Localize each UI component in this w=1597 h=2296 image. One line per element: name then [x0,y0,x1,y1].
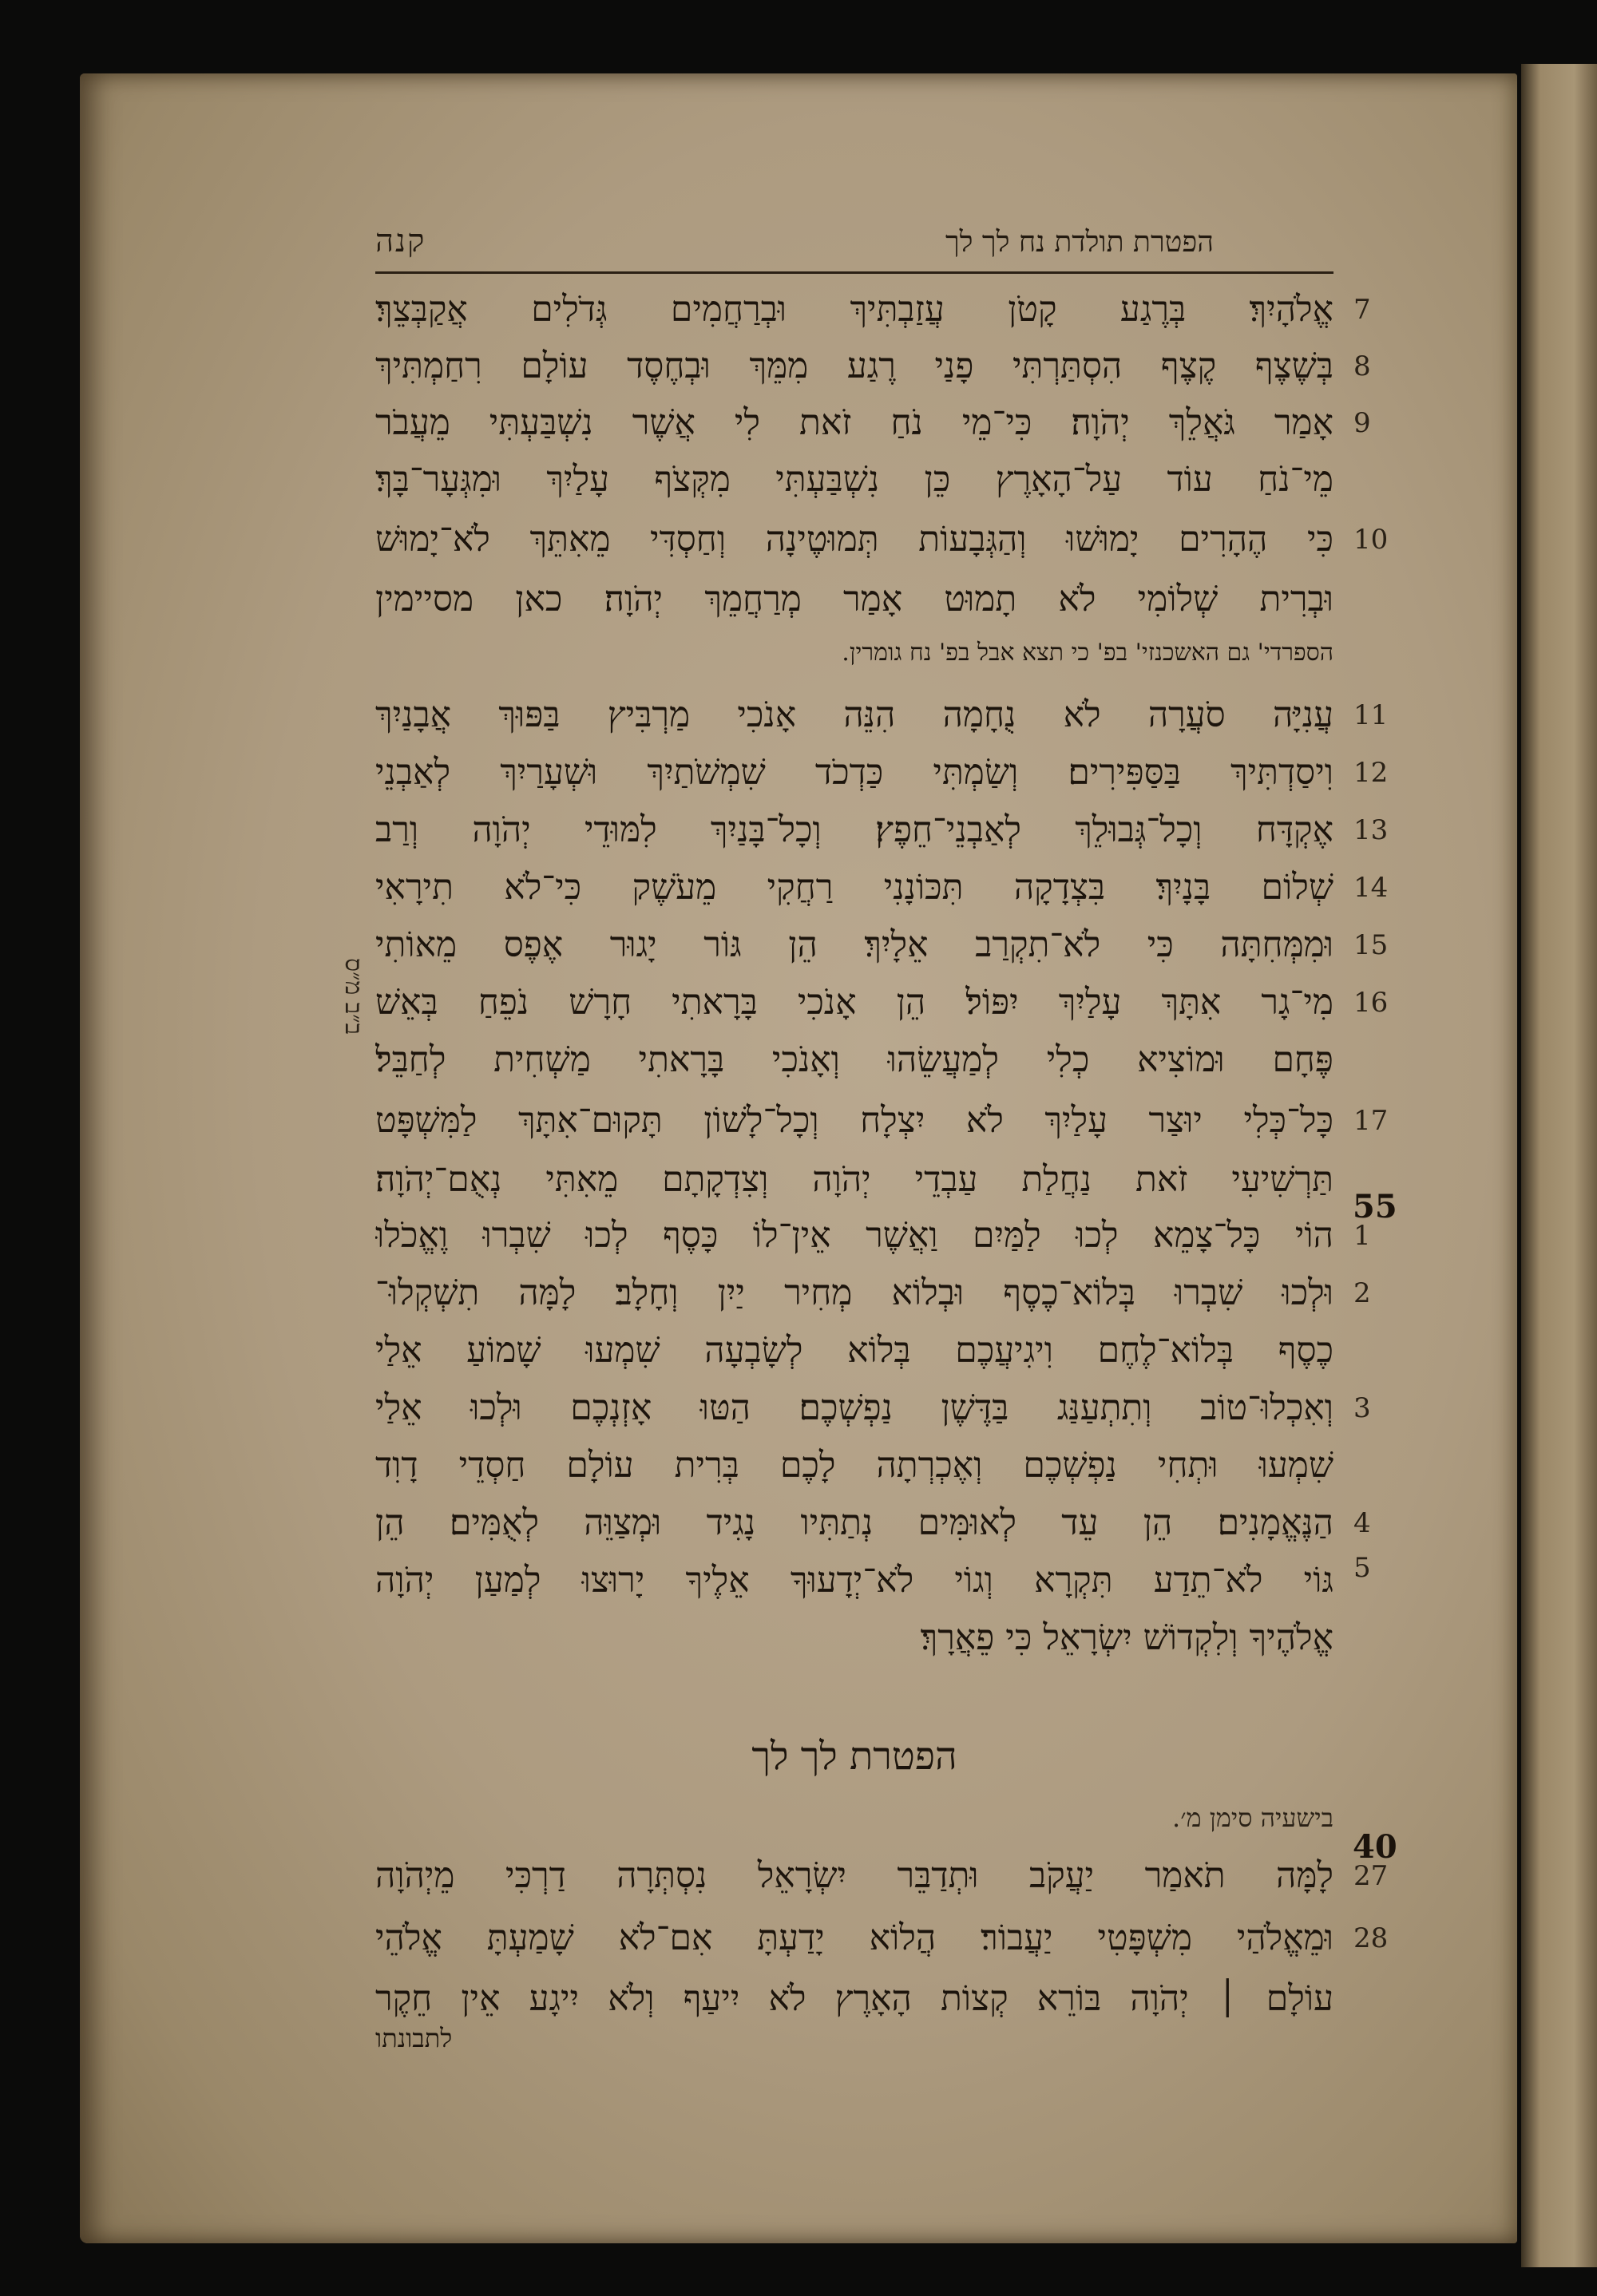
text-line: וּלְכוּ שִׁבְרוּ בְּלוֹא־כֶסֶף וּבְלוֹא מְחִיר יַיִן וְחָלָב׃ לָמָּה תִשְׁקְלוּ־ [375,1273,1333,1313]
margin-note: ב״ב מ״ס [339,958,367,1035]
verse-number: 3 [1353,1392,1371,1424]
text-line: וְאִכְלוּ־טוֹב וְתִתְעַנַּג בַּדֶּשֶׁן נַפְשְׁכֶם׃ הַטּוּ אָזְנְכֶם וּלְכוּ אֵלַי [375,1387,1333,1428]
text-line: פֶּחָם וּמוֹצִיא כְלִי לְמַעֲשֵׂהוּ וְאָנֹכִי בָּרָאתִי מַשְׁחִית לְחַבֵּל׃ [375,1039,1333,1080]
chapter-marker-55: 55 [1353,1188,1397,1225]
verse-number: 28 [1353,1922,1389,1954]
verse-number: 4 [1353,1507,1371,1539]
text-line: וּבְרִית שְׁלוֹמִי לֹא תָמוּט אָמַר מְרַחֲמֵךְ יְהֹוָה׃ כאן מסיימין [375,579,1333,620]
text-line: מֵי־נֹחַ עוֹד עַל־הָאָרֶץ כֵּן נִשְׁבַּעְתִּי מִקְּצֹף עָלַיִךְ וּמִגְּעָר־בָּךְ׃ [375,459,1333,500]
text-line: וּמִמְּחִתָּה כִּי לֹא־תִקְרַב אֵלָיִךְ׃ הֵן גּוֹר יָגוּר אֶפֶס מֵאוֹתִי [375,924,1333,965]
text-line: אֶקְדָּח וְכָל־גְּבוּלֵךְ לְאַבְנֵי־חֵפֶץ׃ וְכָל־בָּנַיִךְ לִמּוּדֵי יְהֹוָה וְרַב [375,810,1333,850]
text-line: שִׁמְעוּ וּתְחִי נַפְשְׁכֶם וְאֶכְרְתָה לָכֶם בְּרִית עוֹלָם חַסְדֵי דָוִד [375,1445,1333,1486]
text-line: הַנֶּאֱמָנִים׃ הֵן עֵד לְאוּמִּים נְתַתִּיו נָגִיד וּמְצַוֵּה לְאֻמִּים׃ הֵן [375,1502,1333,1543]
text-line: לָמָּה תֹאמַר יַעֲקֹב וּתְדַבֵּר יִשְׂרָאֵל נִסְתְּרָה דַרְכִּי מֵיְהֹוָה [375,1855,1333,1896]
text-line: עוֹלָם ׀ יְהֹוָה בּוֹרֵא קְצוֹת הָאָרֶץ לֹא יִיעַף וְלֹא יִיגָע אֵין חֵקֶר [375,1978,1333,2019]
text-line: אָמַר גֹּאֲלֵךְ יְהֹוָה׃ כִּי־מֵי נֹחַ זֹאת לִי אֲשֶׁר נִשְׁבַּעְתִּי מֵעֲבֹר [375,402,1333,443]
page-number: קנה [375,223,426,259]
text-line: גּוֹי לֹא־תֵדַע תִּקְרָא וְגוֹי לֹא־יְדָעוּךָ אֵלֶיךָ יָרוּצוּ לְמַעַן יְהֹוָה [375,1560,1333,1601]
text-line: כֶסֶף בְּלוֹא־לֶחֶם וִיגִיעֲכֶם בְּלוֹא לְשָׂבְעָה שִׁמְעוּ שָׁמוֹעַ אֵלַי [375,1330,1333,1371]
text-line: עֲנִיָּה סֹעֲרָה לֹא נֻחָמָה הִנֵּה אָנֹכִי מַרְבִּיץ בַּפּוּךְ אֲבָנַיִךְ [375,695,1333,735]
text-line: אֱלֹהָיִךְ׃ בְּרֶגַע קָטֹן עֲזַבְתִּיךְ וּבְרַחֲמִים גְּדֹלִים אֲקַבְּצֵךְ׃ [375,289,1333,330]
verse-number: 8 [1353,350,1371,382]
verse-number: 1 [1353,1220,1371,1252]
section-title: הפטרת לך לך [751,1734,957,1779]
text-line: הוֹי כָּל־צָמֵא לְכוּ לַמַּיִם וַאֲשֶׁר אֵין־לוֹ כָּסֶף לְכוּ שִׁבְרוּ וֶאֱכֹלוּ [375,1215,1333,1256]
catchword: לתבונתו [375,2023,453,2053]
verse-number: 11 [1353,699,1389,731]
header-title: הפטרת תולדת נח לך לך [945,226,1214,259]
verse-number-5: 5 [1353,1552,1371,1584]
verse-number: 15 [1353,929,1389,961]
text-line: אֱלֹהֶיךָ וְלִקְדוֹשׁ יִשְׂרָאֵל כִּי פֵאֲרָךְ׃ [920,1617,1333,1658]
verse-number: 7 [1353,294,1371,326]
text-line: וִיסַדְתִּיךְ בַּסַּפִּירִים׃ וְשַׂמְתִּי כַּדְכֹד שִׁמְשֹׁתַיִךְ וּשְׁעָרַיִךְ לְאַבְנֵי [375,752,1333,793]
running-header [375,225,1333,273]
verse-number: 2 [1353,1277,1371,1309]
verse-number: 27 [1353,1860,1389,1892]
text-line: מִי־גָר אִתָּךְ עָלַיִךְ יִפּוֹל׃ הֵן אָנֹכִי בָּרָאתִי חָרָשׁ נֹפֵחַ בְּאֵשׁ [375,982,1333,1023]
verse-number: 12 [1353,757,1389,789]
facing-page-edge [1521,64,1597,2267]
chapter-marker-40: 40 [1353,1828,1397,1866]
text-line: בְּשֶׁצֶף קֶצֶף הִסְתַּרְתִּי פָנַי רֶגַע מִמֵּךְ וּבְחֶסֶד עוֹלָם רִחַמְתִּיךְ [375,346,1333,386]
text-line: שְׁלוֹם בָּנָיִךְ׃ בִּצְדָקָה תִּכּוֹנָנִי רַחֲקִי מֵעֹשֶׁק כִּי־לֹא תִירָאִי [375,867,1333,908]
text-line: וּמֵאֱלֹהַי מִשְׁפָּטִי יַעֲבוֹר׃ הֲלוֹא יָדַעְתָּ אִם־לֹא שָׁמַעְתָּ אֱלֹהֵי [375,1918,1333,1958]
verse-number: 16 [1353,987,1389,1019]
text-line: כִּי הֶהָרִים יָמוּשׁוּ וְהַגְּבָעוֹת תְּמוּטֶינָה וְחַסְדִּי מֵאִתֵּךְ לֹא־יָמוּשׁ [375,519,1333,560]
text-line: הספרדי' גם האשכנזי' בפ' כי תצא אבל בפ' נח גומרין. [842,639,1333,667]
text-line: תַּרְשִׁיעִי זֹאת נַחֲלַת עַבְדֵי יְהֹוָה וְצִדְקָתָם מֵאִתִּי נְאֻם־יְהֹוָה׃ [375,1159,1333,1200]
verse-number: 14 [1353,872,1389,904]
text-line: כָּל־כְּלִי יוּצַר עָלַיִךְ לֹא יִצְלָח וְכָל־לָשׁוֹן תָּקוּם־אִתָּךְ לַמִּשְׁפָּט [375,1100,1333,1141]
verse-number: 13 [1353,814,1389,846]
verse-number: 17 [1353,1105,1389,1137]
header-rule [375,271,1333,274]
verse-number: 10 [1353,524,1389,556]
section-source: בישעיה סימן מ׳. [1172,1803,1333,1833]
verse-number: 9 [1353,407,1371,439]
